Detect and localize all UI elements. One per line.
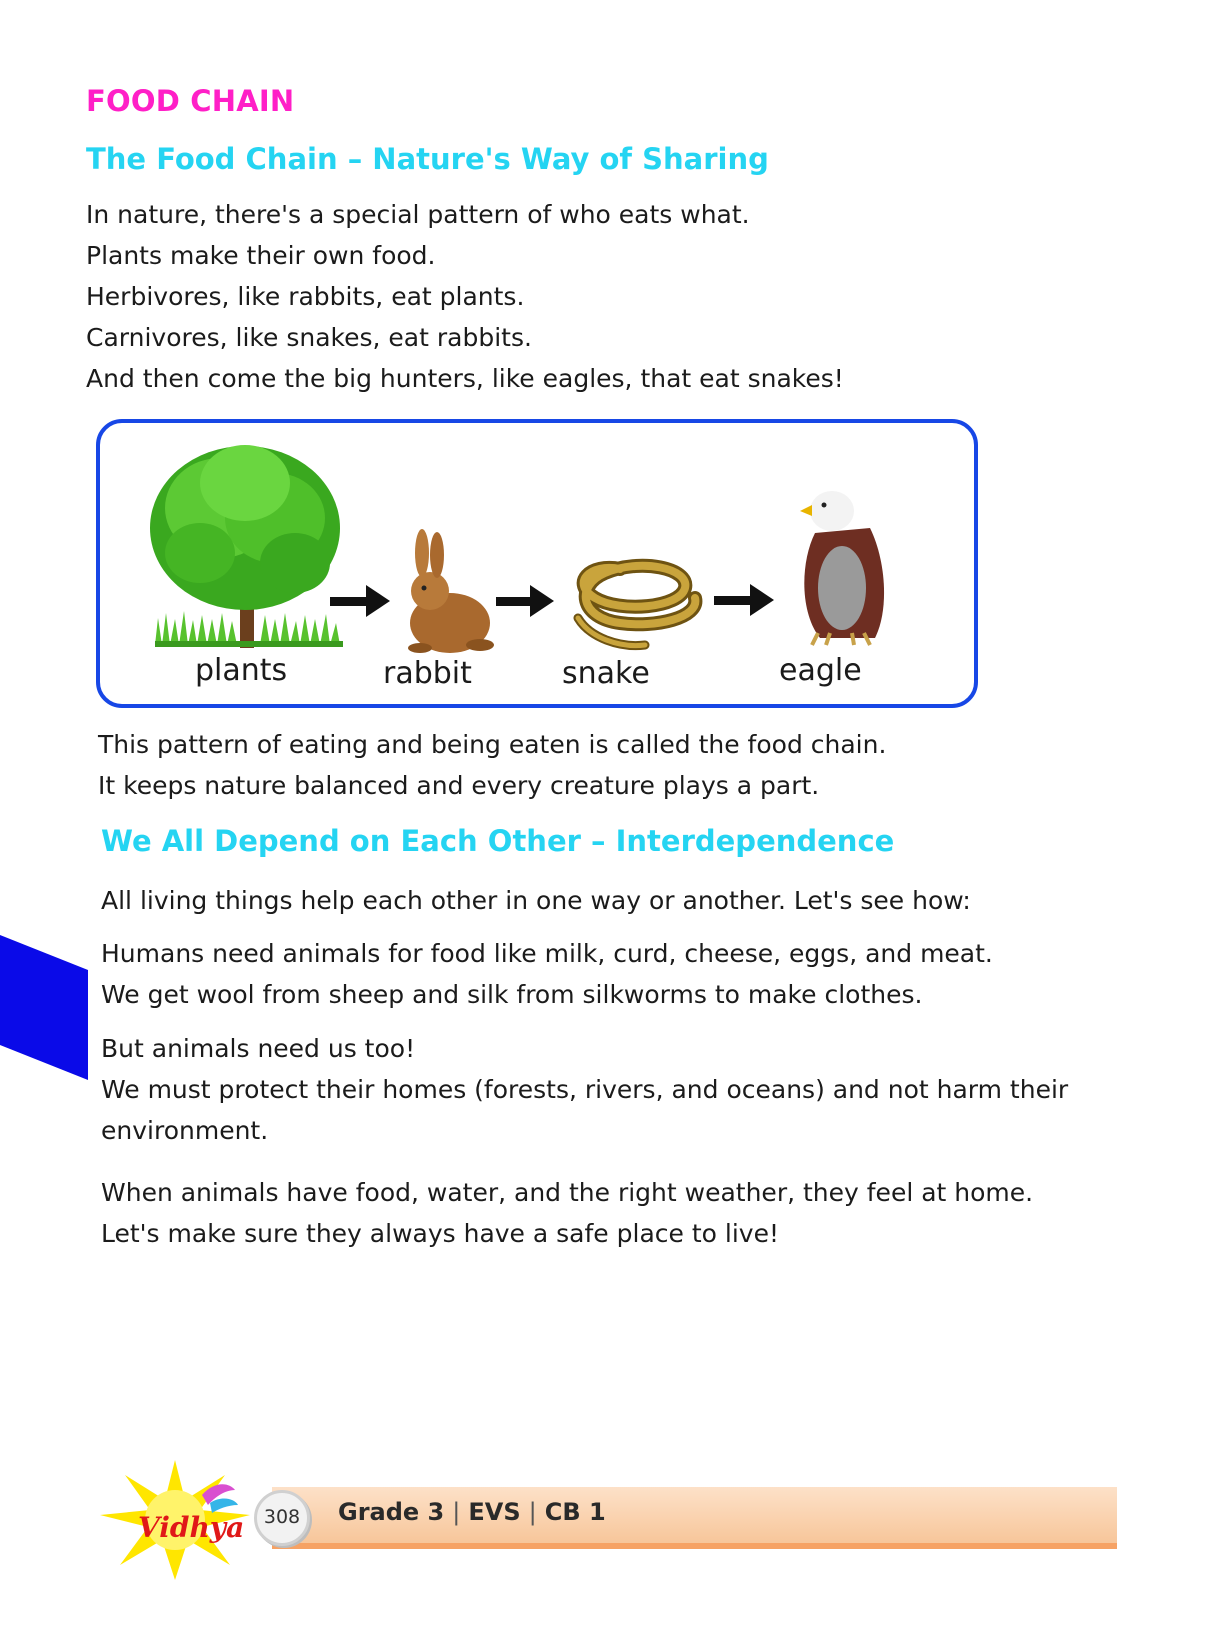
snake-icon bbox=[578, 566, 695, 646]
chain-label-plants: plants bbox=[195, 653, 288, 688]
chain-label-eagle: eagle bbox=[779, 653, 862, 688]
footer-subject: EVS bbox=[468, 1498, 521, 1526]
intro-text bbox=[86, 194, 844, 399]
arrow-right-icon bbox=[330, 585, 390, 617]
paragraph-humans bbox=[101, 933, 1111, 1015]
explanation-line: It keeps nature balanced and every creature plays a part. bbox=[98, 771, 820, 800]
footer-grade: Grade 3 bbox=[338, 1498, 445, 1526]
heading-food-chain: The Food Chain – Nature's Way of Sharing bbox=[86, 142, 769, 176]
intro-line: And then come the big hunters, like eagles, that eat snakes! bbox=[86, 364, 844, 393]
intro-line: Plants make their own food. bbox=[86, 241, 436, 270]
paragraph-home: When animals have food, water, and the right weather, they feel at home. Let's make sure they always have a safe place to live! bbox=[101, 1178, 1034, 1248]
side-tab-decoration bbox=[0, 935, 88, 1080]
food-chain-diagram bbox=[96, 419, 978, 708]
logo-text: Vidhya bbox=[138, 1511, 245, 1544]
explanation-line: This pattern of eating and being eaten is called the food chain. bbox=[98, 730, 887, 759]
paragraph-line: Humans need animals for food like milk, curd, cheese, eggs, and meat. bbox=[101, 939, 993, 968]
footer-course-info bbox=[338, 1498, 606, 1526]
footer-separator: | bbox=[452, 1498, 461, 1526]
paragraph-animals bbox=[101, 1028, 1111, 1151]
footer-separator: | bbox=[528, 1498, 537, 1526]
footer-book: CB 1 bbox=[544, 1498, 606, 1526]
arrow-right-icon bbox=[496, 585, 554, 617]
paragraph-line: But animals need us too! bbox=[101, 1034, 416, 1063]
intro-line: Herbivores, like rabbits, eat plants. bbox=[86, 282, 525, 311]
page-number: 308 bbox=[263, 1506, 301, 1528]
eagle-icon bbox=[800, 491, 884, 645]
heading-interdependence: We All Depend on Each Other – Interdependence bbox=[101, 824, 895, 858]
vidhya-logo-icon bbox=[90, 1455, 260, 1585]
paragraph-line: We must protect their homes (forests, rivers, and oceans) and not harm their environment. bbox=[101, 1075, 1069, 1145]
chain-explanation bbox=[98, 724, 886, 806]
paragraph-intro: All living things help each other in one way or another. Let's see how: bbox=[101, 886, 971, 915]
intro-line: Carnivores, like snakes, eat rabbits. bbox=[86, 323, 532, 352]
rabbit-icon bbox=[408, 529, 494, 653]
paragraph-line: We get wool from sheep and silk from silkworms to make clothes. bbox=[101, 980, 923, 1009]
arrow-right-icon bbox=[714, 584, 774, 616]
chain-label-rabbit: rabbit bbox=[383, 656, 472, 691]
tree-icon bbox=[150, 445, 343, 648]
section-title: FOOD CHAIN bbox=[86, 84, 295, 118]
chain-label-snake: snake bbox=[562, 656, 650, 691]
intro-line: In nature, there's a special pattern of who eats what. bbox=[86, 200, 750, 229]
